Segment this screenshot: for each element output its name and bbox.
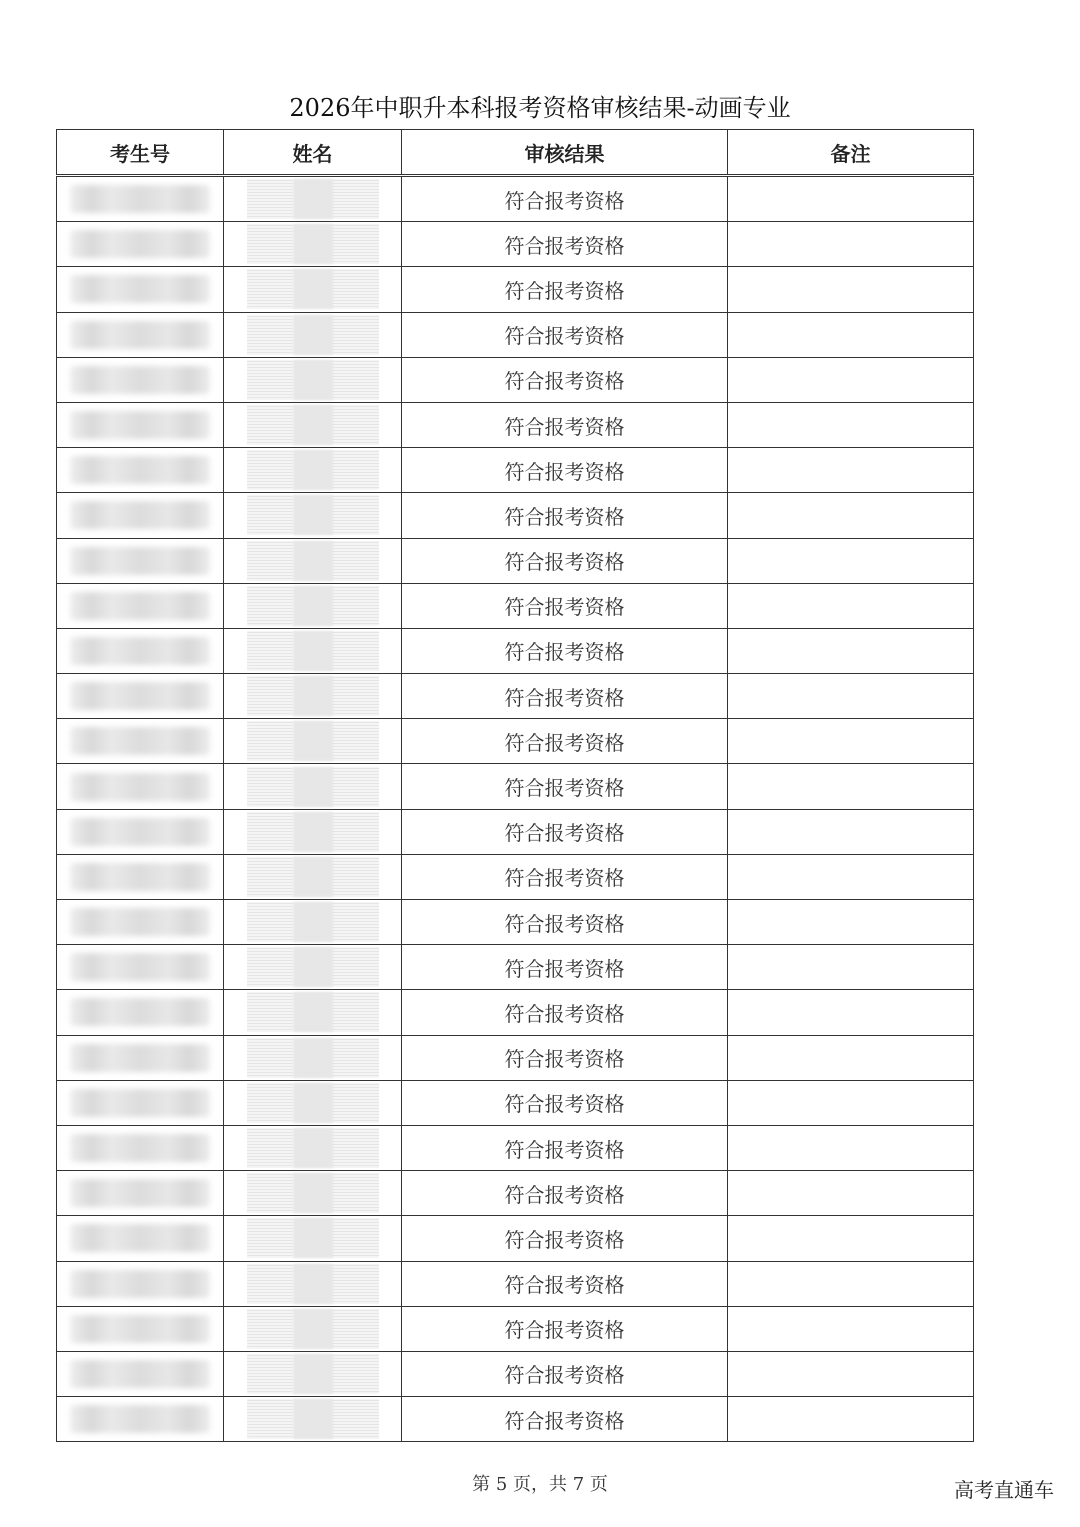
result-cell: 符合报考资格 [402, 312, 728, 357]
candidate-id-cell [57, 1216, 224, 1261]
redacted-name [247, 1309, 379, 1349]
table-row [57, 176, 974, 222]
result-cell: 符合报考资格 [402, 945, 728, 990]
table-row [57, 448, 974, 493]
table-row [57, 809, 974, 854]
result-cell: 符合报考资格 [402, 493, 728, 538]
result-cell: 符合报考资格 [402, 538, 728, 583]
candidate-id-cell [57, 628, 224, 673]
result-cell: 符合报考资格 [402, 1125, 728, 1170]
page-footer: 第 5 页，共 7 页 [472, 1474, 608, 1495]
candidate-id-cell [57, 1035, 224, 1080]
result-cell: 符合报考资格 [402, 1080, 728, 1125]
result-cell: 符合报考资格 [402, 719, 728, 764]
candidate-id-cell [57, 674, 224, 719]
name-cell [224, 1261, 402, 1306]
redacted-name [247, 179, 379, 219]
table-row [57, 493, 974, 538]
candidate-id-cell [57, 990, 224, 1035]
document-title: 2026年中职升本科报考资格审核结果-动画专业 [289, 94, 791, 122]
candidate-id-cell [57, 583, 224, 628]
candidate-id-cell [57, 357, 224, 402]
result-cell: 符合报考资格 [402, 764, 728, 809]
remark-cell [728, 1080, 974, 1125]
redacted-candidate-id [70, 501, 210, 529]
name-cell [224, 493, 402, 538]
table-row [57, 357, 974, 402]
remark-cell [728, 1125, 974, 1170]
redacted-candidate-id [70, 411, 210, 439]
header-remark: 备注 [728, 130, 974, 176]
redacted-candidate-id [70, 682, 210, 710]
redacted-candidate-id [70, 727, 210, 755]
redacted-name [247, 767, 379, 807]
table-row [57, 267, 974, 312]
name-cell [224, 312, 402, 357]
redacted-candidate-id [70, 1134, 210, 1162]
redacted-candidate-id [70, 456, 210, 484]
candidate-id-cell [57, 267, 224, 312]
table-row [57, 1397, 974, 1442]
candidate-id-cell [57, 809, 224, 854]
candidate-id-cell [57, 222, 224, 267]
redacted-name [247, 992, 379, 1032]
redacted-candidate-id [70, 185, 210, 213]
table-row [57, 312, 974, 357]
candidate-id-cell [57, 719, 224, 764]
name-cell [224, 1216, 402, 1261]
table-row [57, 538, 974, 583]
redacted-name [247, 947, 379, 987]
name-cell [224, 1125, 402, 1170]
remark-cell [728, 267, 974, 312]
remark-cell [728, 1261, 974, 1306]
header-name: 姓名 [224, 130, 402, 176]
redacted-name [247, 541, 379, 581]
redacted-name [247, 360, 379, 400]
table-row [57, 1080, 974, 1125]
remark-cell [728, 945, 974, 990]
result-cell: 符合报考资格 [402, 402, 728, 447]
remark-cell [728, 312, 974, 357]
candidate-id-cell [57, 312, 224, 357]
name-cell [224, 719, 402, 764]
name-cell [224, 1306, 402, 1351]
table-row [57, 945, 974, 990]
result-cell: 符合报考资格 [402, 1035, 728, 1080]
redacted-candidate-id [70, 953, 210, 981]
remark-cell [728, 809, 974, 854]
name-cell [224, 764, 402, 809]
redacted-name [247, 495, 379, 535]
table-row [57, 764, 974, 809]
remark-cell [728, 1035, 974, 1080]
remark-cell [728, 1216, 974, 1261]
redacted-candidate-id [70, 908, 210, 936]
redacted-candidate-id [70, 230, 210, 258]
remark-cell [728, 1171, 974, 1216]
remark-cell [728, 222, 974, 267]
redacted-name [247, 1399, 379, 1439]
remark-cell [728, 764, 974, 809]
remark-cell [728, 402, 974, 447]
header-row [57, 130, 974, 176]
name-cell [224, 357, 402, 402]
name-cell [224, 854, 402, 899]
remark-cell [728, 538, 974, 583]
redacted-name [247, 1264, 379, 1304]
result-cell: 符合报考资格 [402, 809, 728, 854]
redacted-name [247, 1218, 379, 1258]
remark-cell [728, 583, 974, 628]
candidate-id-cell [57, 945, 224, 990]
redacted-candidate-id [70, 818, 210, 846]
result-table [56, 129, 974, 1442]
remark-cell [728, 1306, 974, 1351]
table-row [57, 1035, 974, 1080]
redacted-name [247, 405, 379, 445]
redacted-name [247, 812, 379, 852]
result-cell: 符合报考资格 [402, 1397, 728, 1442]
name-cell [224, 945, 402, 990]
result-cell: 符合报考资格 [402, 1216, 728, 1261]
candidate-id-cell [57, 1351, 224, 1396]
candidate-id-cell [57, 1306, 224, 1351]
name-cell [224, 1171, 402, 1216]
result-cell: 符合报考资格 [402, 674, 728, 719]
candidate-id-cell [57, 900, 224, 945]
redacted-candidate-id [70, 1224, 210, 1252]
candidate-id-cell [57, 538, 224, 583]
remark-cell [728, 674, 974, 719]
result-cell: 符合报考资格 [402, 1306, 728, 1351]
candidate-id-cell [57, 854, 224, 899]
candidate-id-cell [57, 1125, 224, 1170]
redacted-candidate-id [70, 998, 210, 1026]
remark-cell [728, 628, 974, 673]
redacted-candidate-id [70, 592, 210, 620]
redacted-candidate-id [70, 321, 210, 349]
redacted-name [247, 902, 379, 942]
name-cell [224, 448, 402, 493]
table-row [57, 628, 974, 673]
table-body [57, 176, 974, 1442]
name-cell [224, 538, 402, 583]
remark-cell [728, 990, 974, 1035]
name-cell [224, 900, 402, 945]
table-header [57, 130, 974, 176]
result-cell: 符合报考资格 [402, 1351, 728, 1396]
redacted-name [247, 1354, 379, 1394]
candidate-id-cell [57, 764, 224, 809]
name-cell [224, 583, 402, 628]
redacted-name [247, 676, 379, 716]
redacted-name [247, 1173, 379, 1213]
result-cell: 符合报考资格 [402, 854, 728, 899]
table-row [57, 583, 974, 628]
candidate-id-cell [57, 1397, 224, 1442]
result-cell: 符合报考资格 [402, 357, 728, 402]
redacted-name [247, 315, 379, 355]
redacted-candidate-id [70, 1405, 210, 1433]
redacted-candidate-id [70, 1089, 210, 1117]
redacted-candidate-id [70, 1270, 210, 1298]
name-cell [224, 267, 402, 312]
table-row [57, 402, 974, 447]
table-row [57, 674, 974, 719]
table-row [57, 1216, 974, 1261]
remark-cell [728, 900, 974, 945]
name-cell [224, 674, 402, 719]
table-row [57, 222, 974, 267]
redacted-name [247, 586, 379, 626]
redacted-name [247, 721, 379, 761]
candidate-id-cell [57, 1080, 224, 1125]
table-row [57, 1261, 974, 1306]
redacted-candidate-id [70, 1179, 210, 1207]
header-result: 审核结果 [402, 130, 728, 176]
name-cell [224, 1080, 402, 1125]
redacted-candidate-id [70, 1360, 210, 1388]
name-cell [224, 1351, 402, 1396]
result-cell: 符合报考资格 [402, 267, 728, 312]
redacted-candidate-id [70, 1044, 210, 1072]
table-row [57, 719, 974, 764]
remark-cell [728, 719, 974, 764]
remark-cell [728, 448, 974, 493]
redacted-candidate-id [70, 637, 210, 665]
result-cell: 符合报考资格 [402, 448, 728, 493]
name-cell [224, 1397, 402, 1442]
result-cell: 符合报考资格 [402, 900, 728, 945]
redacted-name [247, 224, 379, 264]
redacted-candidate-id [70, 275, 210, 303]
redacted-name [247, 450, 379, 490]
result-cell: 符合报考资格 [402, 628, 728, 673]
result-cell: 符合报考资格 [402, 583, 728, 628]
name-cell [224, 628, 402, 673]
watermark: 高考直通车 [954, 1478, 1054, 1502]
name-cell [224, 990, 402, 1035]
remark-cell [728, 493, 974, 538]
name-cell [224, 809, 402, 854]
redacted-name [247, 269, 379, 309]
redacted-candidate-id [70, 366, 210, 394]
header-candidate-id: 考生号 [57, 130, 224, 176]
candidate-id-cell [57, 1261, 224, 1306]
name-cell [224, 176, 402, 222]
table-row [57, 1351, 974, 1396]
table-row [57, 1306, 974, 1351]
candidate-id-cell [57, 176, 224, 222]
remark-cell [728, 176, 974, 222]
redacted-name [247, 1038, 379, 1078]
name-cell [224, 402, 402, 447]
remark-cell [728, 1351, 974, 1396]
table-row [57, 854, 974, 899]
remark-cell [728, 854, 974, 899]
result-cell: 符合报考资格 [402, 990, 728, 1035]
redacted-name [247, 857, 379, 897]
redacted-name [247, 631, 379, 671]
redacted-candidate-id [70, 547, 210, 575]
redacted-candidate-id [70, 1315, 210, 1343]
result-cell: 符合报考资格 [402, 1261, 728, 1306]
table-row [57, 900, 974, 945]
candidate-id-cell [57, 493, 224, 538]
remark-cell [728, 1397, 974, 1442]
redacted-name [247, 1128, 379, 1168]
table-row [57, 990, 974, 1035]
table-row [57, 1125, 974, 1170]
name-cell [224, 1035, 402, 1080]
name-cell [224, 222, 402, 267]
result-cell: 符合报考资格 [402, 1171, 728, 1216]
candidate-id-cell [57, 1171, 224, 1216]
redacted-candidate-id [70, 773, 210, 801]
redacted-candidate-id [70, 863, 210, 891]
remark-cell [728, 357, 974, 402]
table-row [57, 1171, 974, 1216]
result-cell: 符合报考资格 [402, 176, 728, 222]
candidate-id-cell [57, 448, 224, 493]
candidate-id-cell [57, 402, 224, 447]
result-cell: 符合报考资格 [402, 222, 728, 267]
redacted-name [247, 1083, 379, 1123]
